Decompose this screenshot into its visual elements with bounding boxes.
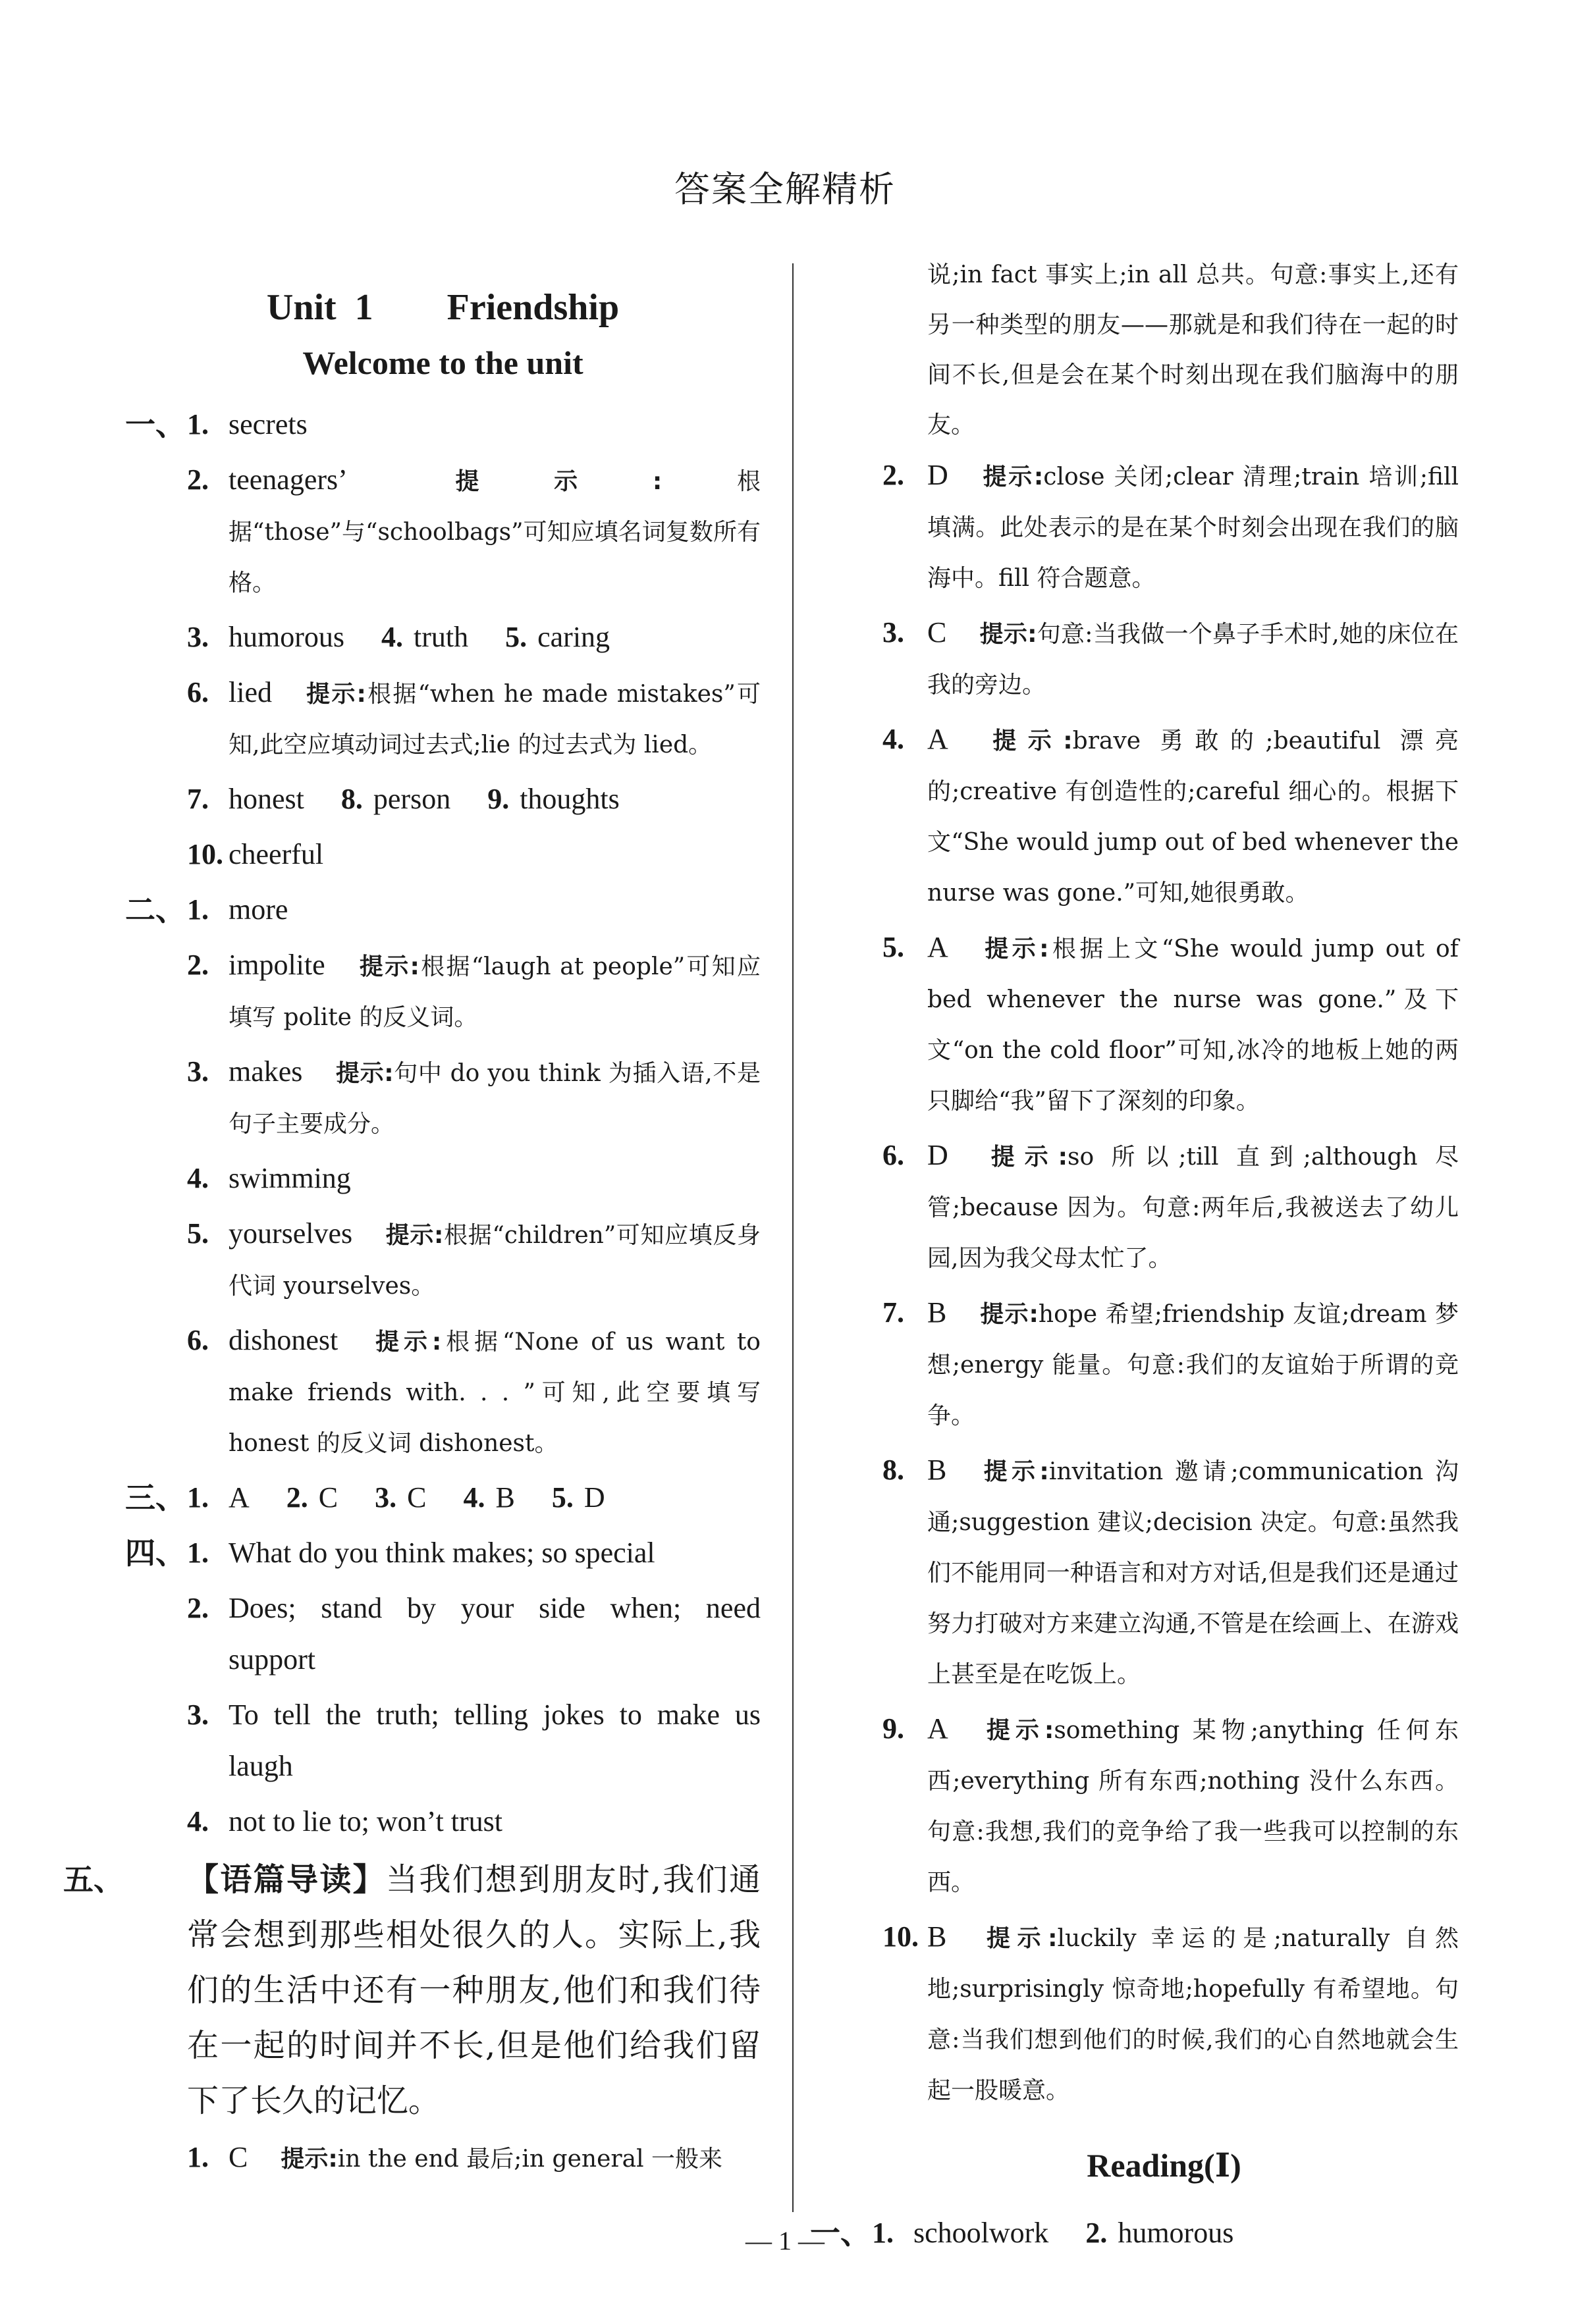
item-number: 9.: [882, 1712, 904, 1745]
answer-text: D: [927, 459, 948, 491]
item-number: 4.: [463, 1481, 485, 1514]
hint-text: close 关闭;clear 清理;train 培训;fill 填满。此处表示的是在某个时刻会出现在我们的脑海中。fill 符合题意。: [927, 463, 1459, 592]
hint-continuation: 说;in fact 事实上;in all 总共。句意:事实上,还有另一种类型的朋友——那就是和我们待在一起的时间不长,但是会在某个时刻出现在我们脑海中的朋友。: [927, 261, 1459, 438]
item-number: 5.: [187, 1217, 209, 1250]
answer-item: [125, 1315, 761, 1469]
answer-text: caring: [537, 621, 610, 653]
page-number: — 1 —: [745, 2226, 825, 2256]
hint-label: 提示:: [981, 1144, 1068, 1171]
answer-item: [869, 714, 1459, 918]
section-label: 一、: [125, 407, 186, 442]
hint-label: 提示:: [979, 1301, 1039, 1328]
right-answer-list: [869, 450, 1459, 2116]
hint-label: 提示:: [981, 727, 1073, 754]
answer-text: cheerful: [229, 838, 324, 870]
answer-text: makes: [229, 1055, 303, 1088]
answer-text: B: [927, 1920, 947, 1953]
answer-text: humorous: [1118, 2217, 1234, 2249]
item-number: 7.: [882, 1296, 904, 1329]
section-label: 一、: [810, 2215, 871, 2251]
hint-label: 提示:: [979, 1458, 1049, 1485]
passage-intro-label: 【语篇导读】: [187, 1861, 387, 1898]
answer-item: [869, 1130, 1459, 1284]
item-number: 5.: [882, 931, 904, 963]
answer-item: [125, 612, 761, 664]
unit-title: Unit 1 Friendship: [266, 287, 620, 328]
answer-text: D: [583, 1481, 605, 1514]
item-number: 5.: [505, 621, 528, 653]
answer-text: schoolwork: [913, 2217, 1049, 2249]
answer-text: A: [927, 931, 948, 963]
item-number: 8.: [882, 1454, 904, 1486]
answer-item: [125, 885, 761, 936]
hint-label: 提示:: [335, 1060, 394, 1087]
answer-text: C: [229, 2141, 248, 2173]
hint-text: in the end 最后;in general 一般来: [337, 2146, 723, 2173]
item-number: 9.: [487, 783, 510, 815]
answer-item: [125, 1797, 761, 1848]
section-label: 二、: [125, 892, 186, 928]
answer-text: person: [373, 783, 451, 815]
answer-item: [869, 1445, 1459, 1700]
answer-item: [125, 1047, 761, 1149]
answer-text: B: [927, 1296, 947, 1329]
answer-item: [125, 940, 761, 1043]
answer-item: [125, 455, 761, 608]
answer-item: [125, 1528, 761, 1579]
answer-text: D: [927, 1139, 948, 1171]
answer-text: C: [318, 1481, 338, 1514]
section-label: 三、: [125, 1480, 186, 1516]
hint-label: 提示:: [304, 681, 366, 708]
hint-label: 提示:: [371, 1329, 442, 1356]
item-number: 4.: [187, 1805, 209, 1837]
answer-text: truth: [414, 621, 469, 653]
answer-item: [125, 830, 761, 881]
hint-text: luckily 幸运的是;naturally 自然地;surprisingly 惊奇地;hopefully 有希望地。句意:当我们想到他们的时候,我们的心自然地就会生起一股暖意。: [927, 1925, 1459, 2104]
item-number: 2.: [882, 459, 904, 491]
item-number: 7.: [187, 783, 209, 815]
item-number: 10.: [882, 1920, 919, 1953]
left-tail: [125, 2132, 761, 2184]
hint-text: 根据“children”可知应填反身代词 yourselves。: [229, 1222, 761, 1300]
answer-item: [125, 1690, 761, 1793]
item-number: 3.: [187, 621, 209, 653]
hint-label: 提示:: [281, 2146, 338, 2173]
answer-text: honest: [229, 783, 304, 815]
left-column: [63, 280, 761, 2188]
hint-text: 句意:当我做一个鼻子手术时,她的床位在我的旁边。: [927, 621, 1459, 699]
answer-text: A: [229, 1481, 250, 1514]
item-number: 2.: [286, 1481, 308, 1514]
item-number: 3.: [882, 616, 904, 648]
answer-text: C: [927, 616, 947, 648]
hint-text: 根据“laugh at people”可知应填写 polite 的反义词。: [229, 953, 761, 1031]
section-label: 五、: [63, 1862, 124, 1897]
hint-label: 提示:: [981, 1717, 1054, 1744]
item-number: 2.: [187, 463, 209, 496]
item-number: 3.: [187, 1055, 209, 1088]
answer-item: [869, 1704, 1459, 1908]
answer-item: [125, 668, 761, 770]
item-number: 1.: [187, 1481, 209, 1514]
answer-text: impolite: [229, 949, 325, 981]
item-number: 1.: [187, 2141, 209, 2173]
item-number: 2.: [187, 949, 209, 981]
section-label: 四、: [125, 1535, 186, 1571]
hint-text: hope 希望;friendship 友谊;dream 梦想;energy 能量。句意:我们的友谊始于所谓的竞争。: [927, 1301, 1459, 1429]
hint-text: 根据“None of us want to make friends with. . . ”可知,此空要填写 honest 的反义词 dishonest。: [229, 1329, 761, 1457]
page-title: 答案全解精析: [674, 169, 896, 210]
answer-text: more: [229, 893, 288, 926]
passage-intro: [63, 1852, 761, 2128]
answer-text: B: [927, 1454, 947, 1486]
answer-text: thoughts: [520, 783, 620, 815]
item-number: 2.: [1085, 2217, 1108, 2249]
hint-text: 根据上文“She would jump out of bed whenever the nurse was gone.”及下文“on the cold floor”可知,冰冷的地板上她的两只脚给“我”留下了深刻的印象。: [927, 936, 1459, 1115]
hint-label: 提示:: [380, 468, 663, 495]
answer-text: teenagers’: [229, 463, 348, 496]
hint-label: 提示:: [981, 463, 1044, 490]
answer-item: [125, 1153, 761, 1205]
item-number: 4.: [381, 621, 403, 653]
answer-text: secrets: [229, 408, 308, 440]
answer-item: [125, 774, 761, 826]
item-number: 4.: [882, 723, 904, 755]
hint-label: 提示:: [385, 1222, 444, 1249]
answer-item: [125, 1583, 761, 1686]
reading-title: Reading(Ⅰ): [1087, 2147, 1241, 2184]
item-number: 2.: [187, 1592, 209, 1624]
answer-item: [869, 1912, 1459, 2116]
answer-text: humorous: [229, 621, 344, 653]
column-divider: [792, 263, 794, 2212]
answer-text: swimming: [229, 1162, 351, 1194]
answer-item: [869, 450, 1459, 604]
item-number: 1.: [187, 1537, 209, 1569]
answer-text: dishonest: [229, 1324, 338, 1356]
item-number: 6.: [882, 1139, 904, 1171]
answer-text: A: [927, 1712, 948, 1745]
item-number: 6.: [187, 1324, 209, 1356]
answer-item: [869, 922, 1459, 1126]
item-number: 1.: [872, 2217, 894, 2249]
hint-text: 根据“those”与“schoolbags”可知应填名词复数所有格。: [229, 468, 761, 596]
item-number: 6.: [187, 676, 209, 708]
answer-text: To tell the truth; telling jokes to make us laugh: [229, 1699, 761, 1782]
item-number: 1.: [187, 408, 209, 440]
answer-text: yourselves: [229, 1217, 353, 1250]
hint-text: brave 勇敢的;beautiful 漂亮的;creative 有创造性的;careful 细心的。根据下文“She would jump out of bed whenever the nurse was gone.”可知,她很勇敢。: [927, 727, 1459, 907]
section-title: Welcome to the unit: [302, 344, 583, 381]
left-answer-list: [125, 400, 761, 1848]
passage-intro-text: 当我们想到朋友时,我们通常会想到那些相处很久的人。实际上,我们的生活中还有一种朋友,他们和我们待在一起的时间并不长,但是他们给我们留下了长久的记忆。: [187, 1861, 761, 2119]
answer-text: Does; stand by your side when; need support: [229, 1592, 761, 1676]
answer-text: What do you think makes; so special: [229, 1537, 655, 1569]
hint-text: so 所以;till 直到;although 尽管;because 因为。句意:两年后,我被送去了幼儿园,因为我父母太忙了。: [927, 1144, 1459, 1272]
answer-item: [125, 2132, 761, 2184]
answer-item: [125, 1209, 761, 1311]
answer-item: [125, 400, 761, 451]
hint-text: 根据“when he made mistakes”可知,此空应填动词过去式;lie 的过去式为 lied。: [229, 681, 761, 758]
answer-text: lied: [229, 676, 272, 708]
hint-label: 提示:: [358, 953, 420, 980]
answer-text: not to lie to; won’t trust: [229, 1805, 502, 1837]
hint-text: 句中 do you think 为插入语,不是句子主要成分。: [229, 1060, 761, 1138]
answer-text: C: [407, 1481, 427, 1514]
answer-text: B: [495, 1481, 515, 1514]
hint-label: 提示:: [981, 936, 1049, 963]
item-number: 4.: [187, 1162, 209, 1194]
right-column: [810, 250, 1459, 2263]
item-number: 10.: [187, 838, 223, 870]
hint-label: 提示:: [979, 621, 1037, 648]
item-number: 3.: [187, 1699, 209, 1731]
answer-text: A: [927, 723, 948, 755]
item-number: 8.: [340, 783, 363, 815]
item-number: 5.: [551, 1481, 574, 1514]
hint-label: 提示:: [979, 1925, 1058, 1952]
hint-text: something 某物;anything 任何东西;everything 所有东西;nothing 没什么东西。句意:我想,我们的竞争给了我一些我可以控制的东西。: [927, 1717, 1459, 1896]
answer-item: [869, 608, 1459, 710]
hint-text: invitation 邀请;communication 沟通;suggestion 建议;decision 决定。句意:虽然我们不能用同一种语言和对方对话,但是我们还是通过努力打破对方来建立沟通,不管是在绘画上、在游戏上甚至是在吃饭上。: [927, 1458, 1459, 1688]
item-number: 3.: [375, 1481, 397, 1514]
answer-item: [125, 1473, 761, 1524]
item-number: 1.: [187, 893, 209, 926]
answer-item: [869, 1288, 1459, 1441]
